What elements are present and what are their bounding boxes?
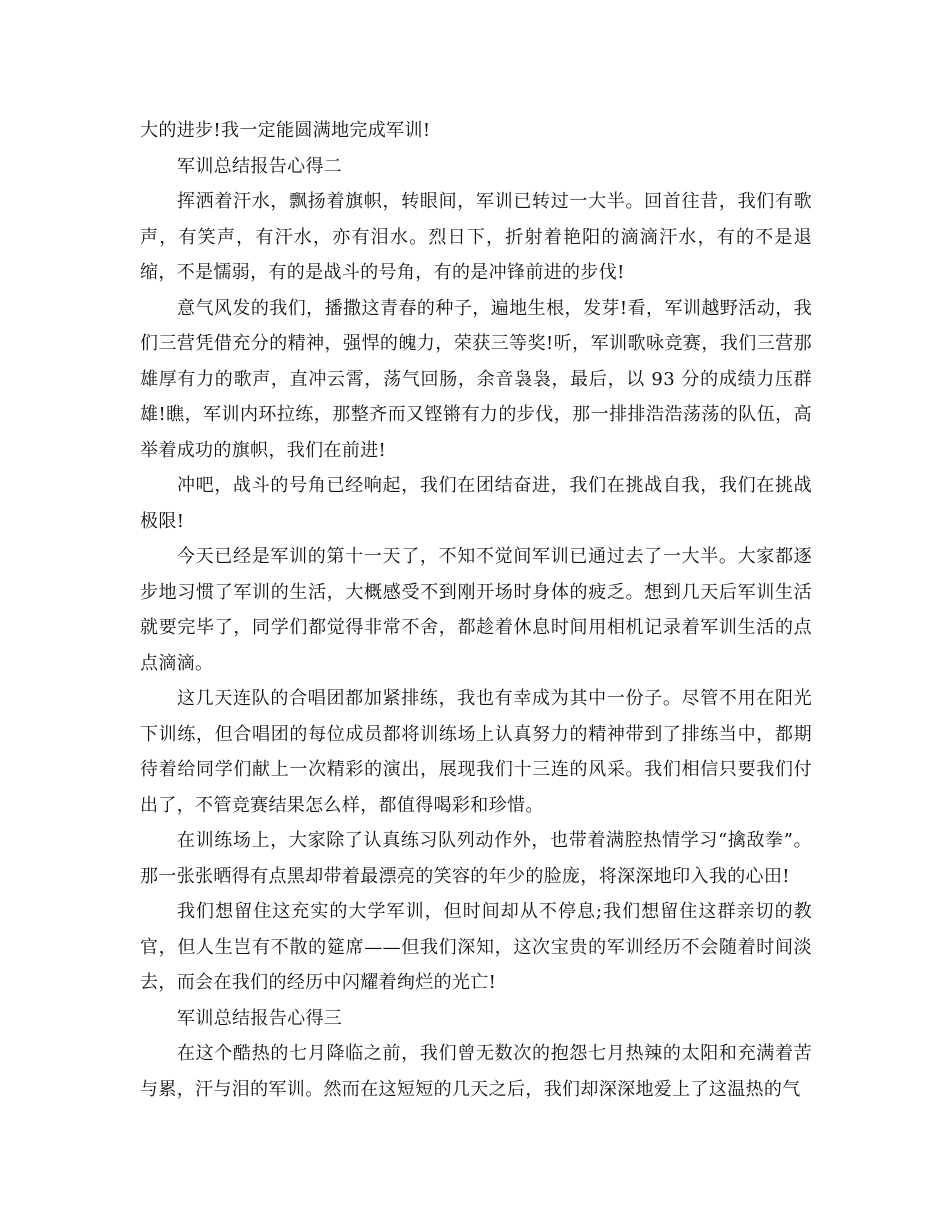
document-body	[140, 113, 812, 1107]
section-heading-2: 军训总结报告心得二	[177, 155, 343, 177]
paragraph: 在训练场上，大家除了认真练习队列动作外，也带着满腔热情学习“擒敌拳”。那一张张晒得有点黑却带着最漂亮的笑容的年少的脸庞，将深深地印入我的心田!	[140, 830, 812, 887]
paragraph: 这几天连队的合唱团都加紧排练，我也有幸成为其中一份子。尽管不用在阳光下训练，但合唱团的每位成员都将训练场上认真努力的精神带到了排练当中，都期待着给同学们献上一次精彩的演出，展现我们十三连的风采。我们相信只要我们付出了，不管竞赛结果怎么样，都值得喝彩和珍惜。	[140, 688, 812, 816]
section-heading-3: 军训总结报告心得三	[177, 1007, 343, 1029]
paragraph: 我们想留住这充实的大学军训，但时间却从不停息;我们想留住这群亲切的教官，但人生岂有不散的筵席——但我们深知，这次宝贵的军训经历不会随着时间淡去，而会在我们的经历中闪耀着绚烂的光亡!	[140, 901, 812, 993]
paragraph: 挥洒着汗水，飘扬着旗帜，转眼间，军训已转过一大半。回首往昔，我们有歌声，有笑声，有汗水，亦有泪水。烈日下，折射着艳阳的滴滴汗水，有的不是退缩，不是懦弱，有的是战斗的号角，有的是冲锋前进的步伐!	[140, 191, 812, 283]
paragraph: 今天已经是军训的第十一天了，不知不觉间军训已通过去了一大半。大家都逐步地习惯了军训的生活，大概感受不到刚开场时身体的疲乏。想到几天后军训生活就要完毕了，同学们都觉得非常不舍，都趁着休息时间用相机记录着军训生活的点点滴滴。	[140, 546, 812, 674]
paragraph: 在这个酷热的七月降临之前，我们曾无数次的抱怨七月热辣的太阳和充满着苦与累，汗与泪的军训。然而在这短短的几天之后，我们却深深地爱上了这温热的气	[140, 1043, 812, 1100]
paragraph-continuation: 大的进步!我一定能圆满地完成军训!	[140, 120, 431, 141]
paragraph: 意气风发的我们，播撒这青春的种子，遍地生根，发芽!看，军训越野活动，我们三营凭借充分的精神，强悍的魄力，荣获三等奖!听，军训歌咏竞赛，我们三营那雄厚有力的歌声，直冲云霄，荡气回肠，余音袅袅，最后，以 93 分的成绩力压群雄!瞧，军训内环拉练，那整齐而又铿锵有力的步伐，那一排排浩浩荡荡的队伍，高举着成功的旗帜，我们在前进!	[140, 297, 812, 461]
paragraph: 冲吧，战斗的号角已经响起，我们在团结奋进，我们在挑战自我，我们在挑战极限!	[140, 475, 812, 532]
